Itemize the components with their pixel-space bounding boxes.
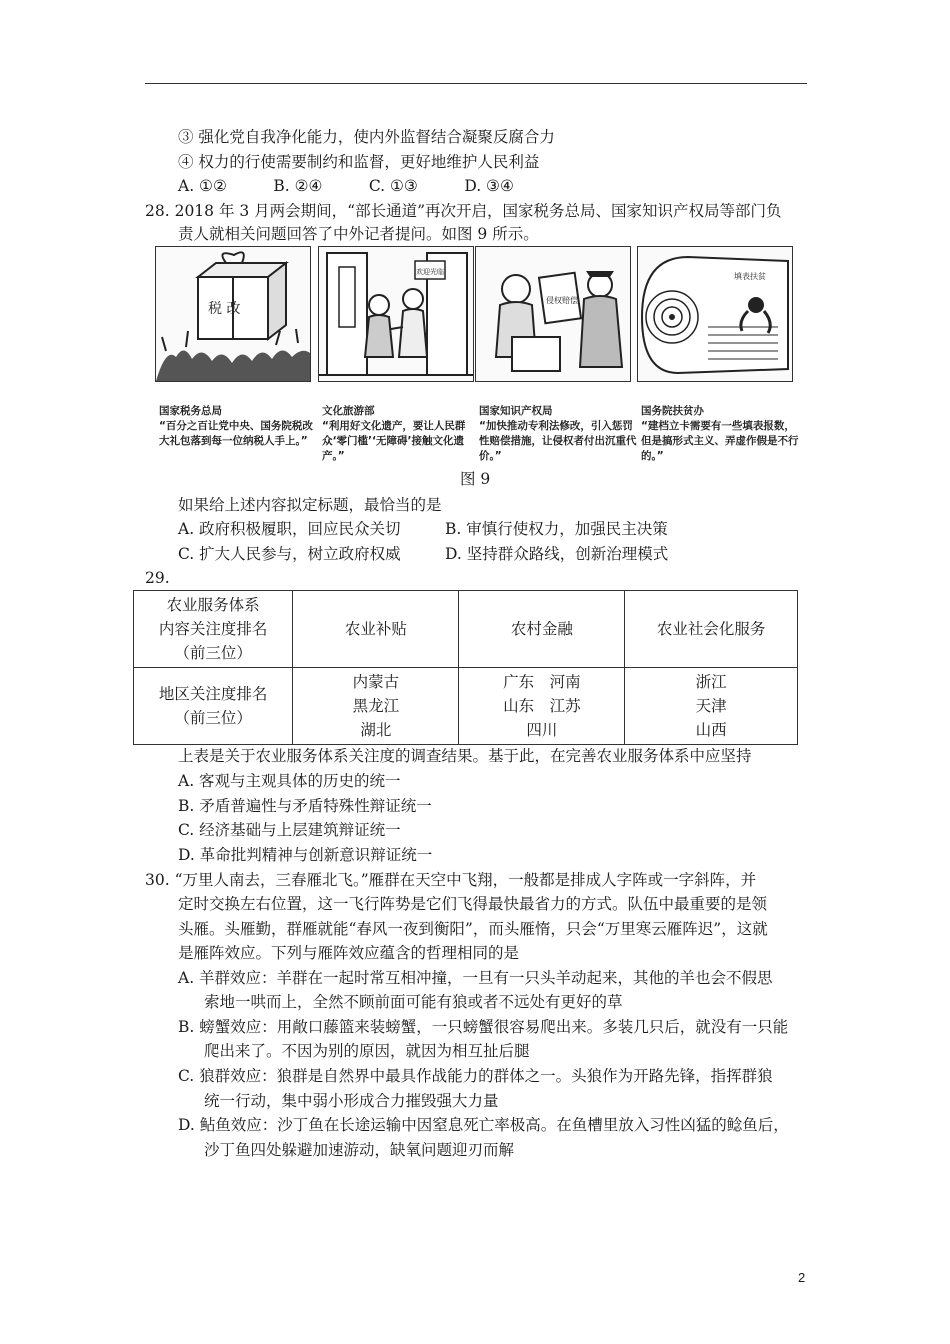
q28-prompt: 如果给上述内容拟定标题，最恰当的是: [178, 496, 442, 514]
caption-ip: [479, 404, 639, 464]
header-cell: 农业服务体系 内容关注度排名 （前三位）: [134, 591, 293, 668]
table-header-row: [134, 591, 798, 668]
table-cell: 广东 河南 山东 江苏 四川: [459, 668, 625, 745]
q30-option-a-line2: 索地一哄而上，全然不顾前面可能有狼或者不远处有更好的草: [204, 993, 623, 1011]
caption-org: 国家知识产权局: [479, 405, 553, 417]
row-label: 地区关注度排名 （前三位）: [134, 668, 293, 745]
panel-sign-text: 税 改: [208, 301, 241, 317]
q30-option-d-line1: D. 鲇鱼效应：沙丁鱼在长途运输中因窒息死亡率极高。在鱼槽里放入习性凶猛的鲶鱼后，: [178, 1116, 789, 1134]
caption-tax: [159, 404, 319, 449]
cartoon-tax-illustration: [156, 247, 310, 381]
q30-option-c-line2: 统一行动，集中弱小形成合力摧毁强大力量: [204, 1092, 499, 1110]
column-header: 农业社会化服务: [625, 591, 798, 668]
caption-quote: “加快推动专利法修改，引入惩罚性赔偿措施，让侵权者付出沉重代价。”: [479, 420, 637, 462]
survey-table: [133, 590, 798, 745]
table-cell: 内蒙古 黑龙江 湖北: [293, 668, 459, 745]
caption-poverty: [641, 404, 801, 464]
q30-option-a-line1: A. 羊群效应：羊群在一起时常互相冲撞，一旦有一只头羊动起来，其他的羊也会不假思: [178, 969, 773, 987]
figure-9-cartoons: [155, 246, 799, 466]
caption-org: 国家税务总局: [159, 405, 222, 417]
q28-option-c: C. 扩大人民参与，树立政府权威: [178, 545, 401, 563]
q28-option-d: D. 坚持群众路线，创新治理模式: [445, 545, 669, 563]
option-4: ④ 权力的行使需要制约和监督，更好地维护人民利益: [178, 153, 540, 171]
q28-option-b: B. 审慎行使权力，加强民主决策: [445, 520, 668, 538]
column-header: 农村金融: [459, 591, 625, 668]
q30-stem-line1: 30. “万里人南去，三春雁北飞。”雁群在天空中飞翔，一般都是排成人字阵或一字斜阵，并: [145, 871, 757, 889]
caption-org: 国务院扶贫办: [641, 405, 704, 417]
panel-sign-text: 欢迎光临: [416, 268, 444, 276]
caption-org: 文化旅游部: [322, 405, 375, 417]
q30-stem-line3: 头雁。头雁勤，群雁就能“春风一夜到衡阳”，而头雁惰，只会“万里寒云雁阵迟”，这就: [178, 920, 768, 938]
page-number: 2: [798, 1270, 806, 1285]
q30-option-c-line1: C. 狼群效应：狼群是自然界中最具作战能力的群体之一。头狼作为开路先锋，指挥群狼: [178, 1067, 773, 1085]
option-3: ③ 强化党自我净化能力，使内外监督结合凝聚反腐合力: [178, 128, 555, 146]
panel-sign-text: 填表扶贫: [734, 272, 766, 281]
q29-option-c: C. 经济基础与上层建筑辩证统一: [178, 821, 401, 839]
q28-stem-line1: 28. 2018 年 3 月两会期间，“部长通道”再次开启，国家税务总局、国家知识产权局等部门负: [145, 202, 782, 220]
cartoon-panel-ip: [475, 246, 631, 382]
answer-choices: A. ①② B. ②④ C. ①③ D. ③④: [178, 177, 514, 195]
header-rule: [145, 83, 807, 84]
q29-stem: 上表是关于农业服务体系关注度的调查结果。基于此，在完善农业服务体系中应坚持: [178, 747, 752, 765]
caption-quote: “利用好文化遗产，要让人民群众‘零门槛’‘无障碍’接触文化遗产。”: [322, 420, 466, 462]
caption-quote: “建档立卡需要有一些填表报数，但是搞形式主义、弄虚作假是不行的。”: [641, 420, 799, 462]
cartoon-panel-poverty: [637, 246, 793, 382]
q30-option-b-line2: 爬出来了。不因为别的原因，就因为相互扯后腿: [204, 1042, 530, 1060]
q30-stem-line2: 定时交换左右位置，这一飞行阵势是它们飞得最快最省力的方式。队伍中最重要的是领: [178, 895, 768, 913]
q28-option-a: A. 政府积极履职，回应民众关切: [178, 520, 401, 538]
q30-option-d-line2: 沙丁鱼四处躲避加速游动，缺氧问题迎刃而解: [204, 1141, 515, 1159]
table-row: [134, 668, 798, 745]
caption-quote: “百分之百让党中央、国务院税改大礼包落到每一位纳税人手上。”: [159, 420, 313, 447]
q29-option-a: A. 客观与主观具体的历史的统一: [178, 772, 401, 790]
table-cell: 浙江 天津 山西: [625, 668, 798, 745]
q30-option-b-line1: B. 螃蟹效应：用敞口藤篮来装螃蟹，一只螃蟹很容易爬出来。多装几只后，就没有一只能: [178, 1018, 789, 1036]
column-header: 农业补贴: [293, 591, 459, 668]
caption-culture: [322, 404, 482, 464]
panel-sign-text: 侵权赔偿: [546, 296, 578, 305]
cartoon-poverty-illustration: [638, 247, 792, 381]
q29-option-d: D. 革命批判精神与创新意识辩证统一: [178, 846, 433, 864]
q30-stem-line4: 是雁阵效应。下列与雁阵效应蕴含的哲理相同的是: [178, 944, 520, 962]
q28-stem-line2: 责人就相关问题回答了中外记者提问。如图 9 所示。: [178, 225, 539, 243]
q29-number: 29.: [145, 569, 170, 587]
cartoon-culture-illustration: [319, 247, 473, 381]
cartoon-panel-tax: [155, 246, 311, 382]
cartoon-panel-culture: [318, 246, 474, 382]
cartoon-ip-illustration: [476, 247, 630, 381]
q29-option-b: B. 矛盾普遍性与矛盾特殊性辩证统一: [178, 797, 432, 815]
figure-label: 图 9: [460, 470, 491, 488]
